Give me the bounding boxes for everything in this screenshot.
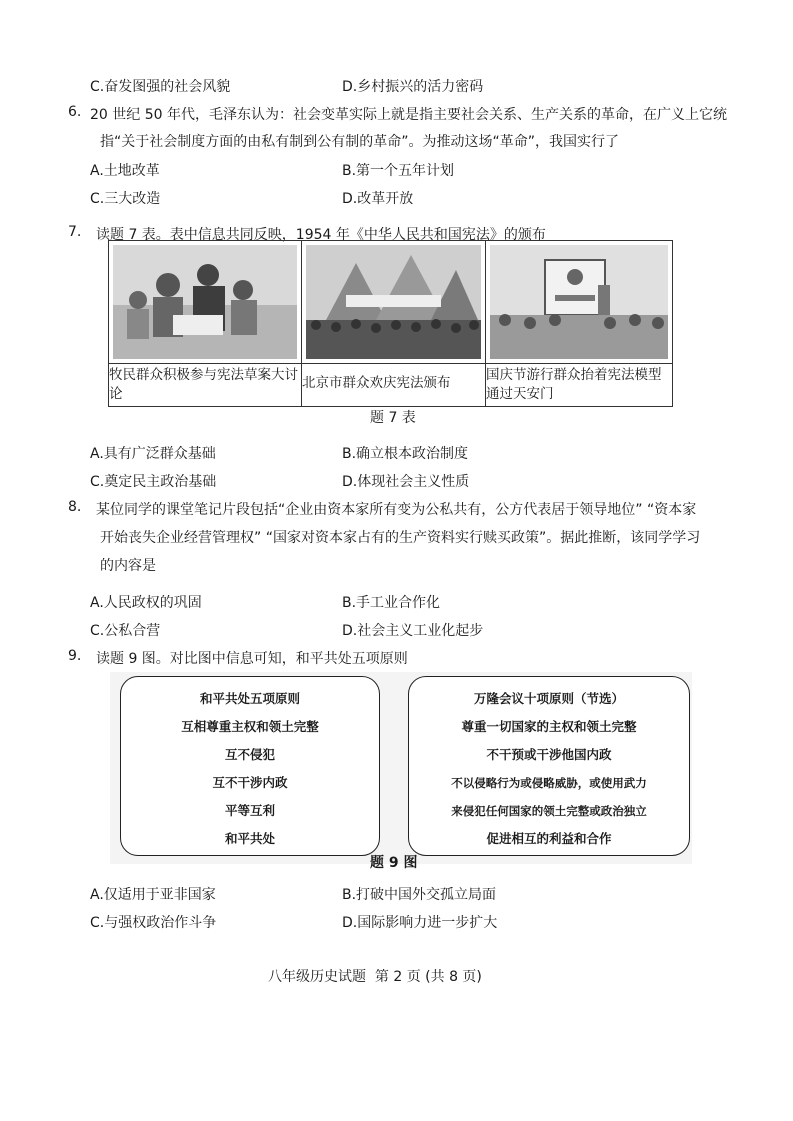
q6-option-b: B.第一个五年计划	[342, 163, 455, 179]
q5-option-c: C.奋发图强的社会风貌	[90, 79, 231, 95]
q7-option-c: C.奠定民主政治基础	[90, 474, 217, 490]
bandung-principles-item: 促进相互的利益和合作	[486, 831, 612, 846]
q8-option-d: D.社会主义工业化起步	[342, 623, 484, 639]
q5-option-d: D.乡村振兴的活力密码	[342, 79, 484, 95]
q6-option-c: C.三大改造	[90, 191, 161, 207]
q8-stem-line2: 开始丧失企业经营管理权” “国家对资本家占有的生产资料实行赎买政策”。据此推断，该同学学习	[100, 530, 701, 546]
q9-option-b: B.打破中国外交孤立局面	[342, 887, 497, 903]
five-principles-item: 平等互利	[224, 803, 275, 818]
q9-option-d: D.国际影响力进一步扩大	[342, 915, 498, 931]
q9-option-c: C.与强权政治作斗争	[90, 915, 217, 931]
five-principles-item: 和平共处	[224, 831, 275, 846]
q6-option-d: D.改革开放	[342, 191, 414, 207]
photo-caption-2: 北京市群众欢庆宪法颁布	[302, 375, 451, 391]
five-principles-item: 互相尊重主权和领土完整	[181, 719, 319, 734]
national-day-parade-photo	[490, 245, 668, 359]
q9-option-a: A.仅适用于亚非国家	[90, 887, 216, 903]
photo-caption-1: 牧民群众积极参与宪法草案大讨论	[109, 367, 298, 402]
q8-number: 8.	[68, 499, 82, 515]
q6-number: 6.	[68, 104, 82, 120]
photo-caption-3: 国庆节游行群众抬着宪法模型通过天安门	[486, 367, 662, 402]
q6-stem-line1: 20 世纪 50 年代，毛泽东认为：社会变革实际上就是指主要社会关系、生产关系的革命，在广义上它统	[90, 107, 727, 123]
five-principles-title: 和平共处五项原则	[199, 691, 300, 706]
herdsmen-discussion-photo	[113, 245, 297, 359]
five-principles-item: 互不干涉内政	[212, 775, 288, 790]
q9-stem: 读题 9 图。对比图中信息可知，和平共处五项原则	[96, 651, 408, 667]
bandung-principles-item: 不干预或干涉他国内政	[486, 747, 612, 762]
q6-option-a: A.土地改革	[90, 163, 160, 179]
q7-option-d: D.体现社会主义性质	[342, 474, 470, 490]
page-footer: 八年级历史试题 第 2 页 (共 8 页)	[268, 969, 482, 985]
q7-option-a: A.具有广泛群众基础	[90, 446, 216, 462]
q9-figure-title: 题 9 图	[370, 855, 418, 871]
beijing-celebration-photo	[306, 245, 481, 359]
bandung-principles-box	[408, 676, 690, 856]
q8-option-c: C.公私合营	[90, 623, 161, 639]
q8-stem-line1: 某位同学的课堂笔记片段包括“企业由资本家所有变为公私共有，公方代表居于领导地位” “资本家	[96, 502, 697, 518]
q7-number: 7.	[68, 224, 82, 240]
five-principles-item: 互不侵犯	[224, 747, 275, 762]
bandung-principles-item: 来侵犯任何国家的领土完整或政治独立	[451, 804, 647, 818]
bandung-principles-item: 尊重一切国家的主权和领土完整	[461, 719, 637, 734]
q6-stem-line2: 指“关于社会制度方面的由私有制到公有制的革命”。为推动这场“革命”，我国实行了	[100, 134, 620, 150]
q7-stem: 读题 7 表。表中信息共同反映，1954 年《中华人民共和国宪法》的颁布	[96, 227, 546, 243]
q7-option-b: B.确立根本政治制度	[342, 446, 469, 462]
q8-stem-line3: 的内容是	[100, 558, 156, 574]
q7-table-title: 题 7 表	[370, 410, 416, 426]
five-principles-box	[120, 676, 380, 856]
bandung-principles-title: 万隆会议十项原则（节选）	[473, 691, 624, 706]
q8-option-a: A.人民政权的巩固	[90, 595, 202, 611]
q8-option-b: B.手工业合作化	[342, 595, 441, 611]
q9-number: 9.	[68, 648, 82, 664]
bandung-principles-item: 不以侵略行为或侵略威胁，或使用武力	[451, 776, 647, 790]
q7-table	[108, 240, 673, 407]
